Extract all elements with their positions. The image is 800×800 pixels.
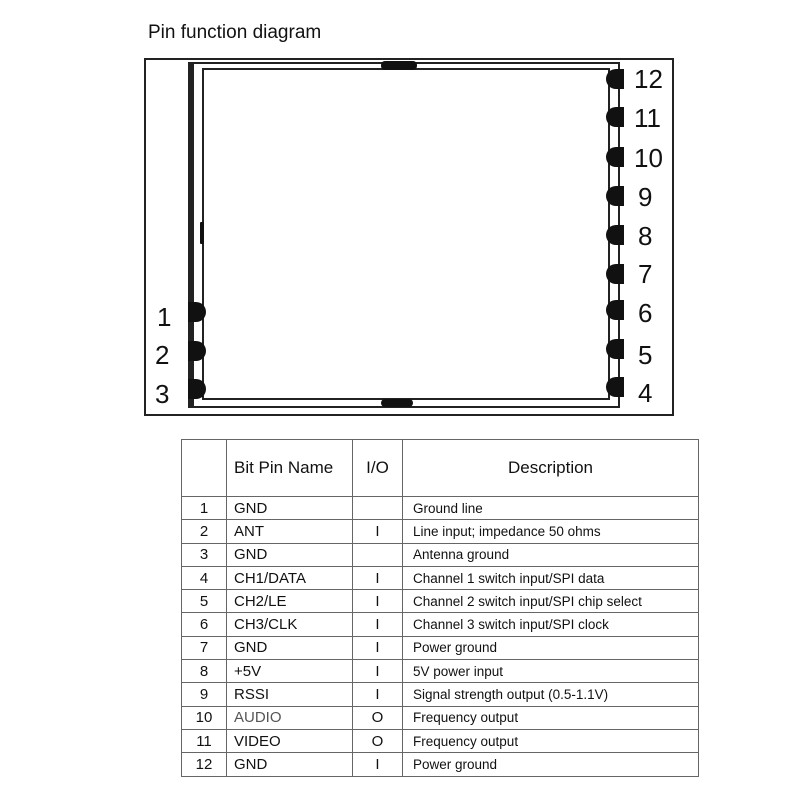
pin-7-pad (606, 264, 624, 284)
pin-name: GND (227, 636, 353, 659)
table-row (182, 636, 699, 659)
pin-number: 2 (182, 520, 227, 543)
pin-io: I (353, 613, 403, 636)
header-pin-name: Bit Pin Name (227, 440, 353, 497)
pin-label: 11 (634, 103, 661, 133)
pin-description: Line input; impedance 50 ohms (403, 520, 699, 543)
pin-name: VIDEO (227, 729, 353, 752)
table-row (182, 706, 699, 729)
pin-label: 10 (634, 143, 663, 173)
pin-name: GND (227, 543, 353, 566)
pin-number: 12 (182, 753, 227, 776)
pin-io: I (353, 520, 403, 543)
pin-name: GND (227, 753, 353, 776)
pin-description: Signal strength output (0.5-1.1V) (403, 683, 699, 706)
pin-io: I (353, 753, 403, 776)
pin-io: I (353, 636, 403, 659)
pin-number: 6 (182, 613, 227, 636)
pin-number: 4 (182, 566, 227, 589)
pin-description: Channel 1 switch input/SPI data (403, 566, 699, 589)
pin-description: Frequency output (403, 729, 699, 752)
table-header-row (182, 440, 699, 497)
pin-name: CH3/CLK (227, 613, 353, 636)
pin-description: Channel 2 switch input/SPI chip select (403, 590, 699, 613)
pin-name: ANT (227, 520, 353, 543)
pin-io (353, 497, 403, 520)
header-number (182, 440, 227, 497)
pin-description: Power ground (403, 636, 699, 659)
pin-11-pad (606, 107, 624, 127)
table-row (182, 660, 699, 683)
pin-io: O (353, 729, 403, 752)
pin-number: 5 (182, 590, 227, 613)
pin-description: Antenna ground (403, 543, 699, 566)
table-row (182, 753, 699, 776)
pin-label: 4 (638, 378, 653, 408)
shield-side-tab (200, 222, 204, 244)
pin-name: GND (227, 497, 353, 520)
pin-label: 12 (634, 64, 663, 94)
pin-8-pad (606, 225, 624, 245)
pin-label: 9 (638, 182, 653, 212)
pin-6-pad (606, 300, 624, 320)
pin-5-pad (606, 339, 624, 359)
pin-io: I (353, 566, 403, 589)
pin-4-pad (606, 377, 624, 397)
pin-10-pad (606, 147, 624, 167)
pin-description: Power ground (403, 753, 699, 776)
pin-io: O (353, 706, 403, 729)
pin-number: 1 (182, 497, 227, 520)
pin-io (353, 543, 403, 566)
pin-label: 8 (638, 221, 653, 251)
shield-bottom-tab (381, 399, 413, 407)
pin-number: 10 (182, 706, 227, 729)
pin-label: 3 (155, 379, 170, 409)
pin-number: 3 (182, 543, 227, 566)
pin-label: 6 (638, 298, 653, 328)
pin-number: 9 (182, 683, 227, 706)
table-row (182, 729, 699, 752)
pin-table (181, 439, 699, 777)
diagram-title: Pin function diagram (148, 22, 322, 43)
pin-label: 7 (638, 259, 653, 289)
pin-name: RSSI (227, 683, 353, 706)
table-row (182, 520, 699, 543)
table-row (182, 683, 699, 706)
pin-description: 5V power input (403, 660, 699, 683)
pin-label: 5 (638, 340, 653, 370)
pin-io: I (353, 590, 403, 613)
pin-io: I (353, 660, 403, 683)
table-row (182, 590, 699, 613)
pin-name: CH1/DATA (227, 566, 353, 589)
header-description: Description (403, 440, 699, 497)
table-row (182, 566, 699, 589)
pin-12-pad (606, 69, 624, 89)
pin-9-pad (606, 186, 624, 206)
pin-description: Ground line (403, 497, 699, 520)
pin-name: AUDIO (227, 706, 353, 729)
pin-number: 8 (182, 660, 227, 683)
pin-name: +5V (227, 660, 353, 683)
table-row (182, 497, 699, 520)
shield-top-tab (381, 61, 417, 70)
pin-name: CH2/LE (227, 590, 353, 613)
pin-label: 1 (157, 302, 172, 332)
shield-can (202, 68, 610, 400)
pin-io: I (353, 683, 403, 706)
pin-number: 7 (182, 636, 227, 659)
pin-label: 2 (155, 340, 170, 370)
pin-description: Channel 3 switch input/SPI clock (403, 613, 699, 636)
table-row (182, 613, 699, 636)
pin-description: Frequency output (403, 706, 699, 729)
header-io: I/O (353, 440, 403, 497)
pin-number: 11 (182, 729, 227, 752)
table-row (182, 543, 699, 566)
